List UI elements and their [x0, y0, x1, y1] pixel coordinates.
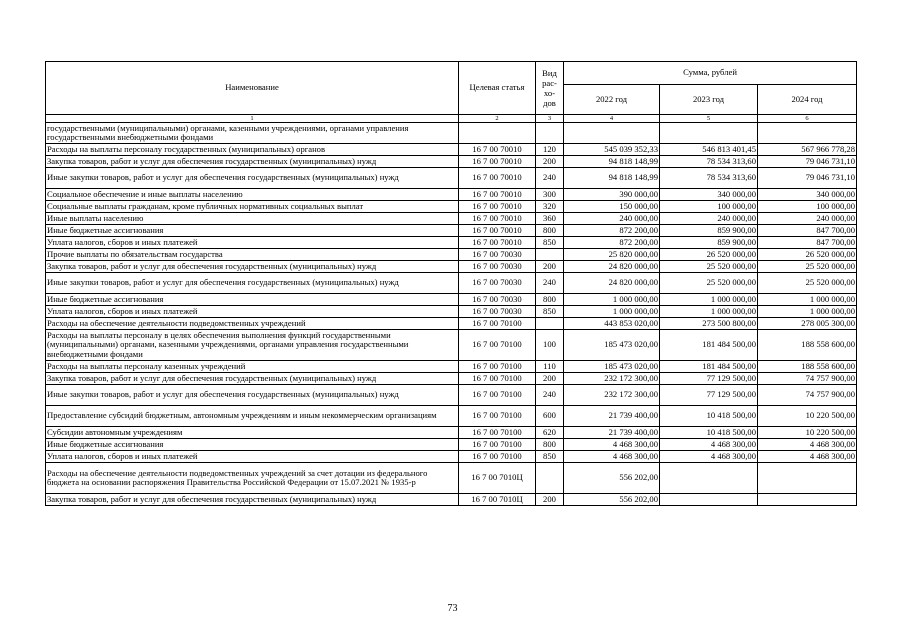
row-sum-2024: 10 220 500,00 — [758, 427, 857, 439]
row-expense-type: 200 — [536, 261, 564, 273]
header-name: Наименование — [46, 62, 459, 115]
row-expense-type — [536, 123, 564, 144]
row-sum-2022: 556 202,00 — [564, 494, 660, 506]
column-index: 4 — [564, 115, 660, 123]
column-index: 5 — [660, 115, 758, 123]
row-sum-2024: 100 000,00 — [758, 201, 857, 213]
row-sum-2023: 181 484 500,00 — [660, 330, 758, 361]
row-sum-2022: 25 820 000,00 — [564, 249, 660, 261]
row-sum-2024: 188 558 600,00 — [758, 330, 857, 361]
column-index: 3 — [536, 115, 564, 123]
table-row — [46, 225, 857, 237]
row-expense-type: 240 — [536, 385, 564, 406]
row-sum-2023: 25 520 000,00 — [660, 261, 758, 273]
row-sum-2023: 10 418 500,00 — [660, 427, 758, 439]
row-target-article: 16 7 00 70030 — [459, 249, 536, 261]
row-sum-2024: 26 520 000,00 — [758, 249, 857, 261]
row-sum-2022: 240 000,00 — [564, 213, 660, 225]
row-sum-2023: 10 418 500,00 — [660, 406, 758, 427]
row-target-article: 16 7 00 70030 — [459, 294, 536, 306]
table-row — [46, 306, 857, 318]
row-expense-type: 110 — [536, 361, 564, 373]
row-sum-2022: 872 200,00 — [564, 237, 660, 249]
row-target-article: 16 7 00 70010 — [459, 156, 536, 168]
row-expense-type: 200 — [536, 156, 564, 168]
row-sum-2023: 4 468 300,00 — [660, 451, 758, 463]
row-sum-2023: 78 534 313,60 — [660, 168, 758, 189]
row-sum-2023: 859 900,00 — [660, 237, 758, 249]
row-expense-type: 320 — [536, 201, 564, 213]
row-sum-2023: 273 500 800,00 — [660, 318, 758, 330]
row-name: Закупка товаров, работ и услуг для обеспечения государственных (муниципальных) нужд — [46, 373, 459, 385]
row-expense-type: 600 — [536, 406, 564, 427]
column-index: 6 — [758, 115, 857, 123]
table-row — [46, 373, 857, 385]
row-expense-type: 850 — [536, 306, 564, 318]
row-expense-type: 240 — [536, 168, 564, 189]
row-sum-2023: 25 520 000,00 — [660, 273, 758, 294]
row-sum-2024: 79 046 731,10 — [758, 156, 857, 168]
row-sum-2024: 25 520 000,00 — [758, 273, 857, 294]
row-name: Расходы на обеспечение деятельности подведомственных учреждений за счет дотации из федерального бюджета на основании распоряжения Правительства Российской Федерации от 15.07.2021 № 1935-р — [46, 463, 459, 494]
row-sum-2024: 188 558 600,00 — [758, 361, 857, 373]
table-row — [46, 385, 857, 406]
row-sum-2022: 94 818 148,99 — [564, 156, 660, 168]
row-target-article: 16 7 00 70100 — [459, 451, 536, 463]
table-row — [46, 201, 857, 213]
row-sum-2024 — [758, 123, 857, 144]
row-target-article: 16 7 00 70100 — [459, 439, 536, 451]
row-sum-2023: 340 000,00 — [660, 189, 758, 201]
row-name: Иные закупки товаров, работ и услуг для обеспечения государственных (муниципальных) нужд — [46, 168, 459, 189]
row-sum-2023: 1 000 000,00 — [660, 306, 758, 318]
row-target-article: 16 7 00 7010Ц — [459, 463, 536, 494]
row-expense-type: 360 — [536, 213, 564, 225]
row-sum-2024: 847 700,00 — [758, 237, 857, 249]
row-target-article: 16 7 00 70030 — [459, 306, 536, 318]
row-name: Социальное обеспечение и иные выплаты населению — [46, 189, 459, 201]
row-name: Иные бюджетные ассигнования — [46, 439, 459, 451]
row-name: государственными (муниципальными) органами, казенными учреждениями, органами управления государственными внебюджетными фондами — [46, 123, 459, 144]
row-name: Прочие выплаты по обязательствам государства — [46, 249, 459, 261]
row-sum-2024: 10 220 500,00 — [758, 406, 857, 427]
table-row — [46, 189, 857, 201]
row-name: Уплата налогов, сборов и иных платежей — [46, 451, 459, 463]
row-sum-2024: 25 520 000,00 — [758, 261, 857, 273]
row-target-article: 16 7 00 70030 — [459, 273, 536, 294]
row-expense-type: 300 — [536, 189, 564, 201]
table-row — [46, 168, 857, 189]
row-sum-2022: 872 200,00 — [564, 225, 660, 237]
row-sum-2022 — [564, 123, 660, 144]
row-target-article: 16 7 00 70100 — [459, 361, 536, 373]
row-name: Иные закупки товаров, работ и услуг для обеспечения государственных (муниципальных) нужд — [46, 273, 459, 294]
row-name: Иные выплаты населению — [46, 213, 459, 225]
row-sum-2024: 79 046 731,10 — [758, 168, 857, 189]
row-sum-2022: 556 202,00 — [564, 463, 660, 494]
row-sum-2023: 77 129 500,00 — [660, 385, 758, 406]
row-target-article: 16 7 00 70010 — [459, 213, 536, 225]
row-expense-type: 240 — [536, 273, 564, 294]
row-sum-2022: 21 739 400,00 — [564, 406, 660, 427]
row-sum-2023: 181 484 500,00 — [660, 361, 758, 373]
row-target-article: 16 7 00 70030 — [459, 261, 536, 273]
row-sum-2022: 150 000,00 — [564, 201, 660, 213]
row-target-article: 16 7 00 70100 — [459, 318, 536, 330]
table-row — [46, 261, 857, 273]
row-expense-type: 200 — [536, 373, 564, 385]
row-target-article: 16 7 00 70010 — [459, 237, 536, 249]
column-index-row — [46, 115, 857, 123]
table-row — [46, 406, 857, 427]
row-sum-2022: 390 000,00 — [564, 189, 660, 201]
row-sum-2023: 859 900,00 — [660, 225, 758, 237]
row-sum-2023: 240 000,00 — [660, 213, 758, 225]
row-sum-2022: 4 468 300,00 — [564, 451, 660, 463]
column-index: 2 — [459, 115, 536, 123]
table-row — [46, 213, 857, 225]
row-expense-type: 620 — [536, 427, 564, 439]
row-sum-2023: 78 534 313,60 — [660, 156, 758, 168]
row-name: Иные бюджетные ассигнования — [46, 225, 459, 237]
row-sum-2022: 232 172 300,00 — [564, 385, 660, 406]
table-body — [46, 123, 857, 506]
row-sum-2024: 74 757 900,00 — [758, 373, 857, 385]
row-sum-2022: 4 468 300,00 — [564, 439, 660, 451]
row-target-article: 16 7 00 70100 — [459, 427, 536, 439]
budget-table-sheet — [45, 61, 857, 506]
page-number: 73 — [447, 603, 458, 614]
row-sum-2023: 26 520 000,00 — [660, 249, 758, 261]
row-name: Уплата налогов, сборов и иных платежей — [46, 306, 459, 318]
header-year-2022: 2022 год — [564, 85, 660, 115]
table-row — [46, 156, 857, 168]
row-sum-2023 — [660, 123, 758, 144]
row-target-article: 16 7 00 7010Ц — [459, 494, 536, 506]
row-name: Социальные выплаты гражданам, кроме публичных нормативных социальных выплат — [46, 201, 459, 213]
budget-table — [45, 61, 857, 506]
row-sum-2023: 77 129 500,00 — [660, 373, 758, 385]
row-sum-2023: 4 468 300,00 — [660, 439, 758, 451]
row-sum-2024 — [758, 494, 857, 506]
row-target-article: 16 7 00 70010 — [459, 189, 536, 201]
row-target-article: 16 7 00 70100 — [459, 330, 536, 361]
table-row — [46, 123, 857, 144]
row-sum-2024: 340 000,00 — [758, 189, 857, 201]
row-sum-2022: 185 473 020,00 — [564, 330, 660, 361]
row-sum-2023 — [660, 494, 758, 506]
header-target-article: Целевая статья — [459, 62, 536, 115]
row-target-article: 16 7 00 70100 — [459, 406, 536, 427]
row-sum-2022: 1 000 000,00 — [564, 306, 660, 318]
row-sum-2024: 74 757 900,00 — [758, 385, 857, 406]
row-name: Закупка товаров, работ и услуг для обеспечения государственных (муниципальных) нужд — [46, 156, 459, 168]
row-sum-2023: 546 813 401,45 — [660, 144, 758, 156]
row-sum-2022: 24 820 000,00 — [564, 261, 660, 273]
row-name: Закупка товаров, работ и услуг для обеспечения государственных (муниципальных) нужд — [46, 494, 459, 506]
row-sum-2022: 443 853 020,00 — [564, 318, 660, 330]
table-row — [46, 294, 857, 306]
row-sum-2024: 278 005 300,00 — [758, 318, 857, 330]
row-target-article: 16 7 00 70010 — [459, 144, 536, 156]
row-expense-type: 800 — [536, 225, 564, 237]
header-year-2023: 2023 год — [660, 85, 758, 115]
row-target-article: 16 7 00 70100 — [459, 373, 536, 385]
row-sum-2022: 94 818 148,99 — [564, 168, 660, 189]
row-sum-2024: 4 468 300,00 — [758, 451, 857, 463]
row-name: Иные бюджетные ассигнования — [46, 294, 459, 306]
row-sum-2024: 1 000 000,00 — [758, 306, 857, 318]
row-expense-type: 800 — [536, 294, 564, 306]
row-sum-2024: 4 468 300,00 — [758, 439, 857, 451]
row-sum-2023 — [660, 463, 758, 494]
row-name: Расходы на выплаты персоналу государственных (муниципальных) органов — [46, 144, 459, 156]
row-name: Расходы на выплаты персоналу казенных учреждений — [46, 361, 459, 373]
row-sum-2024 — [758, 463, 857, 494]
row-sum-2024: 1 000 000,00 — [758, 294, 857, 306]
row-sum-2024: 240 000,00 — [758, 213, 857, 225]
row-sum-2023: 100 000,00 — [660, 201, 758, 213]
row-target-article: 16 7 00 70010 — [459, 201, 536, 213]
row-name: Расходы на выплаты персоналу в целях обеспечения выполнения функций государственными (муниципальными) органами, казенными учреждениями, органами управления государственными внебюджетными фондами — [46, 330, 459, 361]
row-target-article: 16 7 00 70010 — [459, 225, 536, 237]
row-expense-type — [536, 463, 564, 494]
table-row — [46, 439, 857, 451]
table-row — [46, 144, 857, 156]
table-row — [46, 451, 857, 463]
row-name: Субсидии автономным учреждениям — [46, 427, 459, 439]
table-row — [46, 249, 857, 261]
row-sum-2022: 21 739 400,00 — [564, 427, 660, 439]
header-year-2024: 2024 год — [758, 85, 857, 115]
table-row — [46, 361, 857, 373]
row-expense-type: 850 — [536, 451, 564, 463]
table-row — [46, 330, 857, 361]
row-target-article: 16 7 00 70010 — [459, 168, 536, 189]
row-name: Уплата налогов, сборов и иных платежей — [46, 237, 459, 249]
header-expense-type: Вид рас- хо- дов — [536, 62, 564, 115]
row-target-article — [459, 123, 536, 144]
row-sum-2022: 185 473 020,00 — [564, 361, 660, 373]
row-sum-2024: 847 700,00 — [758, 225, 857, 237]
row-sum-2023: 1 000 000,00 — [660, 294, 758, 306]
row-target-article: 16 7 00 70100 — [459, 385, 536, 406]
row-expense-type — [536, 249, 564, 261]
column-index: 1 — [46, 115, 459, 123]
row-expense-type: 800 — [536, 439, 564, 451]
row-name: Иные закупки товаров, работ и услуг для обеспечения государственных (муниципальных) нужд — [46, 385, 459, 406]
row-expense-type: 100 — [536, 330, 564, 361]
table-row — [46, 273, 857, 294]
header-sum: Сумма, рублей — [564, 62, 857, 85]
row-expense-type: 850 — [536, 237, 564, 249]
row-sum-2024: 567 966 778,28 — [758, 144, 857, 156]
row-sum-2022: 24 820 000,00 — [564, 273, 660, 294]
table-row — [46, 237, 857, 249]
row-name: Предоставление субсидий бюджетным, автономным учреждениям и иным некоммерческим организациям — [46, 406, 459, 427]
row-sum-2022: 232 172 300,00 — [564, 373, 660, 385]
row-expense-type: 200 — [536, 494, 564, 506]
table-row — [46, 427, 857, 439]
row-name: Закупка товаров, работ и услуг для обеспечения государственных (муниципальных) нужд — [46, 261, 459, 273]
table-row — [46, 494, 857, 506]
table-row — [46, 463, 857, 494]
row-expense-type — [536, 318, 564, 330]
table-row — [46, 318, 857, 330]
row-name: Расходы на обеспечение деятельности подведомственных учреждений — [46, 318, 459, 330]
row-sum-2022: 545 039 352,33 — [564, 144, 660, 156]
row-sum-2022: 1 000 000,00 — [564, 294, 660, 306]
row-expense-type: 120 — [536, 144, 564, 156]
